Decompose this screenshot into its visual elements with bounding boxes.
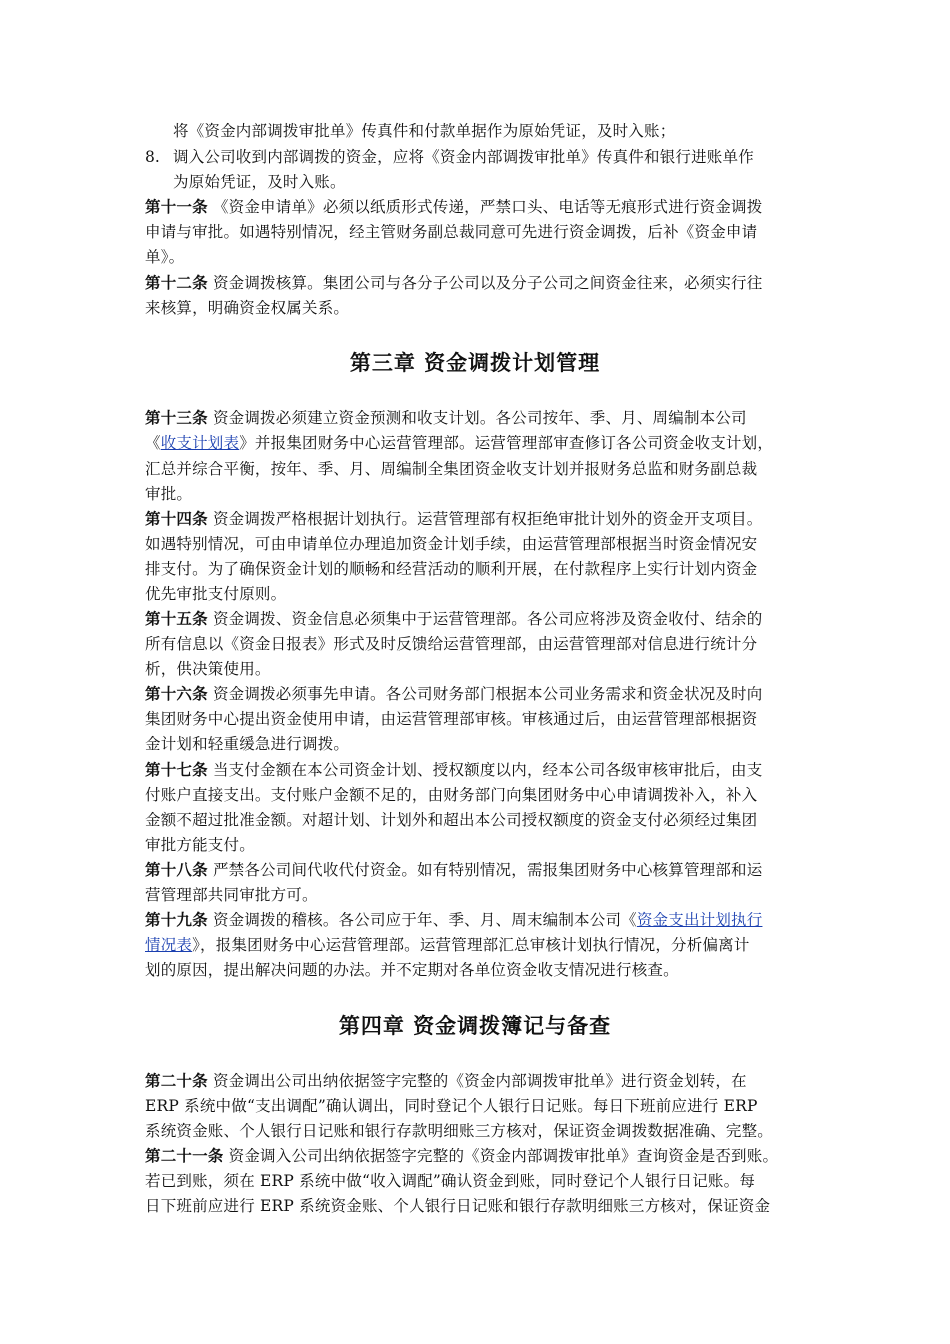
paragraph-line: 调入公司收到内部调拨的资金，应将《资金内部调拨审批单》传真件和银行进账单作 bbox=[173, 148, 754, 166]
paragraph-line: 集团财务中心提出资金使用申请，由运营管理部审核。审核通过后，由运营管理部根据资 bbox=[145, 710, 758, 728]
article-20 bbox=[145, 1069, 747, 1094]
article-13 bbox=[145, 406, 747, 431]
paragraph-line bbox=[145, 933, 750, 958]
paragraph-line: 将《资金内部调拨审批单》传真件和付款单据作为原始凭证，及时入账； bbox=[173, 122, 676, 140]
paragraph-line: 付账户直接支出。支付账户金额不足的，由财务部门向集团财务中心申请调拨补入，补入 bbox=[145, 786, 758, 804]
paragraph-line: 划的原因，提出解决问题的办法。并不定期对各单位资金收支情况进行核查。 bbox=[145, 961, 679, 979]
paragraph-line: 申请与审批。如遇特别情况，经主管财务副总裁同意可先进行资金调拨，后补《资金申请 bbox=[145, 223, 758, 241]
paragraph-line: 汇总并综合平衡，按年、季、月、周编制全集团资金收支计划并报财务总监和财务副总裁 bbox=[145, 460, 758, 478]
article-title: 第二十一条 bbox=[145, 1147, 224, 1165]
paragraph-text: 《资金申请单》必须以纸质形式传递，严禁口头、电话等无痕形式进行资金调拨 bbox=[207, 198, 763, 216]
paragraph-line bbox=[145, 431, 773, 456]
paragraph-text: 当支付金额在本公司资金计划、授权额度以内，经本公司各级审核审批后，由支 bbox=[207, 761, 763, 779]
paragraph-text: 资金调拨的稽核。各公司应于年、季、月、周末编制本公司《 bbox=[207, 911, 637, 929]
paragraph-line: 金计划和轻重缓急进行调拨。 bbox=[145, 735, 350, 753]
article-14 bbox=[145, 507, 762, 532]
article-19 bbox=[145, 908, 762, 933]
paragraph-line: 如遇特别情况，可由申请单位办理追加资金计划手续，由运营管理部根据当时资金情况安 bbox=[145, 535, 758, 553]
plan-table-link[interactable]: 收支计划表 bbox=[160, 434, 240, 452]
paragraph-text: 资金调拨、资金信息必须集中于运营管理部。各公司应将涉及资金收付、结余的 bbox=[207, 610, 763, 628]
paragraph-line: 系统资金账、个人银行日记账和银行存款明细账三方核对，保证资金调拨数据准确、完整。 bbox=[145, 1122, 774, 1140]
article-15 bbox=[145, 607, 762, 632]
article-title: 第十二条 bbox=[145, 274, 208, 292]
paragraph-line: 来核算，明确资金权属关系。 bbox=[145, 299, 350, 317]
paragraph-line: ERP 系统中做“支出调配”确认调出，同时登记个人银行日记账。每日下班前应进行 ERP bbox=[145, 1097, 758, 1115]
paragraph-line: 为原始凭证，及时入账。 bbox=[173, 173, 346, 191]
article-title: 第十五条 bbox=[145, 610, 208, 628]
chapter-heading: 第四章 资金调拨簿记与备查 bbox=[338, 1014, 612, 1038]
article-title: 第十八条 bbox=[145, 861, 208, 879]
chapter-heading: 第三章 资金调拨计划管理 bbox=[349, 351, 601, 375]
article-17 bbox=[145, 758, 762, 783]
article-title: 第二十条 bbox=[145, 1072, 208, 1090]
article-12 bbox=[145, 271, 762, 296]
expense-plan-link-cont[interactable]: 情况表 bbox=[145, 936, 193, 954]
article-title: 第十七条 bbox=[145, 761, 208, 779]
paragraph-line: 排支付。为了确保资金计划的顺畅和经营活动的顺利开展，在付款程序上实行计划内资金 bbox=[145, 560, 758, 578]
paragraph-line: 析，供决策使用。 bbox=[145, 660, 271, 678]
paragraph-line: 若已到账，须在 ERP 系统中做“收入调配”确认资金到账，同时登记个人银行日记账。每 bbox=[145, 1172, 756, 1190]
article-16 bbox=[145, 682, 762, 707]
article-18 bbox=[145, 858, 762, 883]
text: 》并报集团财务中心运营管理部。运营管理部审查修订各公司资金收支计划， bbox=[239, 434, 774, 452]
paragraph-text: 资金调入公司出纳依据签字完整的《资金内部调拨审批单》查询资金是否到账。 bbox=[223, 1147, 779, 1165]
paragraph-text: 资金调拨核算。集团公司与各分子公司以及分子公司之间资金往来，必须实行往 bbox=[207, 274, 763, 292]
paragraph-line: 金额不超过批准金额。对超计划、计划外和超出本公司授权额度的资金支付必须经过集团 bbox=[145, 811, 758, 829]
paragraph-text: 资金调拨严格根据计划执行。运营管理部有权拒绝审批计划外的资金开支项目。 bbox=[207, 510, 763, 528]
article-title: 第十六条 bbox=[145, 685, 208, 703]
paragraph-line: 审批方能支付。 bbox=[145, 836, 255, 854]
article-title: 第十一条 bbox=[145, 198, 208, 216]
article-21 bbox=[145, 1144, 778, 1169]
paragraph-line: 单》。 bbox=[145, 248, 185, 266]
paragraph-text: 资金调拨必须建立资金预测和收支计划。各公司按年、季、月、周编制本公司 bbox=[207, 409, 747, 427]
article-11 bbox=[145, 195, 762, 220]
article-title: 第十四条 bbox=[145, 510, 208, 528]
expense-plan-link[interactable]: 资金支出计划执行 bbox=[636, 911, 763, 929]
text: 》，报集团财务中心运营管理部。运营管理部汇总审核计划执行情况，分析偏离计 bbox=[192, 936, 750, 954]
paragraph-text: 严禁各公司间代收代付资金。如有特别情况，需报集团财务中心核算管理部和运 bbox=[207, 861, 763, 879]
list-number: 8. bbox=[145, 148, 160, 166]
paragraph-line: 日下班前应进行 ERP 系统资金账、个人银行日记账和银行存款明细账三方核对，保证资金 bbox=[145, 1197, 771, 1215]
text: 《 bbox=[145, 434, 161, 452]
paragraph-text: 资金调出公司出纳依据签字完整的《资金内部调拨审批单》进行资金划转，在 bbox=[207, 1072, 747, 1090]
article-title: 第十三条 bbox=[145, 409, 208, 427]
article-title: 第十九条 bbox=[145, 911, 208, 929]
paragraph-text: 资金调拨必须事先申请。各公司财务部门根据本公司业务需求和资金状况及时向 bbox=[207, 685, 763, 703]
paragraph-line: 审批。 bbox=[145, 485, 193, 503]
paragraph-line: 优先审批支付原则。 bbox=[145, 585, 287, 603]
paragraph-line: 所有信息以《资金日报表》形式及时反馈给运营管理部，由运营管理部对信息进行统计分 bbox=[145, 635, 758, 653]
paragraph-line: 营管理部共同审批方可。 bbox=[145, 886, 318, 904]
